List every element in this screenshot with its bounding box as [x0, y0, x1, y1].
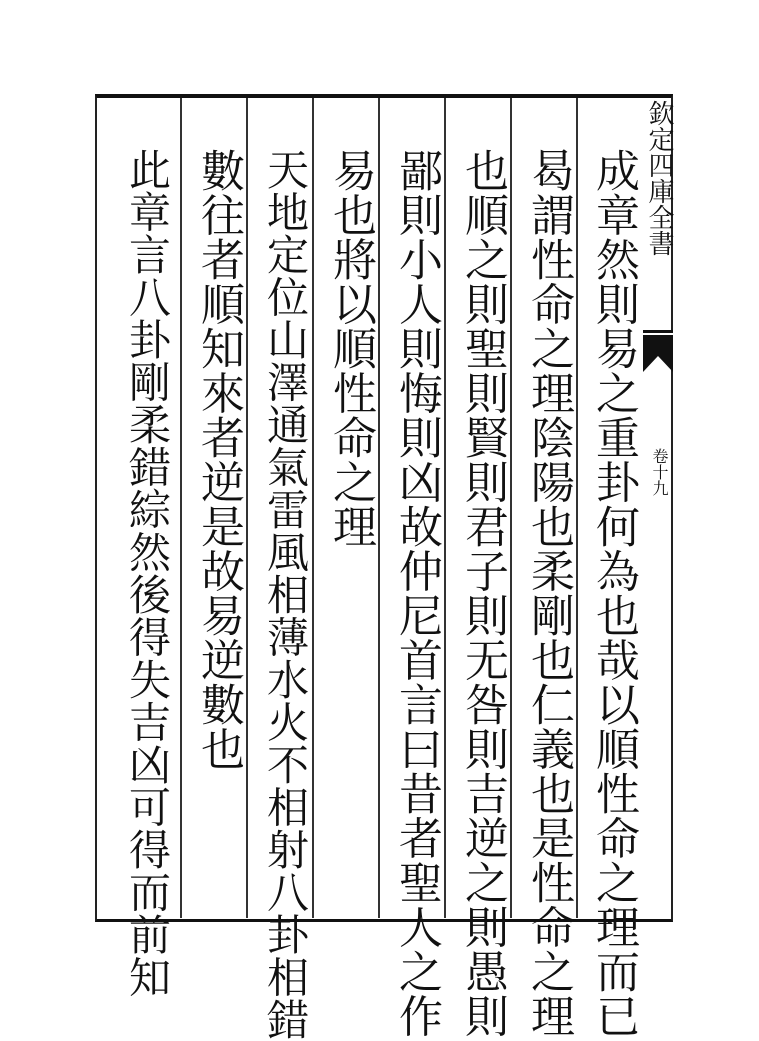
column-rule [378, 98, 380, 918]
text-column-1: 成章然則易之重卦何為也哉以順性命之理而已 [588, 148, 639, 1038]
column-rule [576, 98, 578, 918]
column-rule [312, 98, 314, 918]
text-column-4: 鄙則小人則悔則凶故仲尼首言曰昔者聖人之作 [391, 148, 442, 1038]
text-column-5: 易也將以順性命之理 [325, 148, 376, 549]
column-rule [510, 98, 512, 918]
text-column-2: 曷謂性命之理陰陽也柔剛也仁義也是性命之理 [523, 148, 574, 1038]
text-column-6: 天地定位山澤通氣雷風相薄水火不相射八卦相錯 [261, 148, 310, 1041]
column-rule [444, 98, 446, 918]
column-rule [180, 98, 182, 918]
fishtail-mark-icon [643, 330, 673, 372]
margin-volume-label: 卷十九 [650, 448, 669, 496]
column-rule [246, 98, 248, 918]
margin-book-title: 欽定四庫全書 [644, 100, 674, 256]
text-column-8: 此章言八卦剛柔錯綜然後得失吉凶可得而前知 [123, 148, 172, 998]
text-column-7: 數往者順知來者逆是故易逆數也 [193, 148, 244, 771]
text-column-3: 也順之則聖則賢則君子則无咎則吉逆之則愚則 [457, 148, 508, 1038]
